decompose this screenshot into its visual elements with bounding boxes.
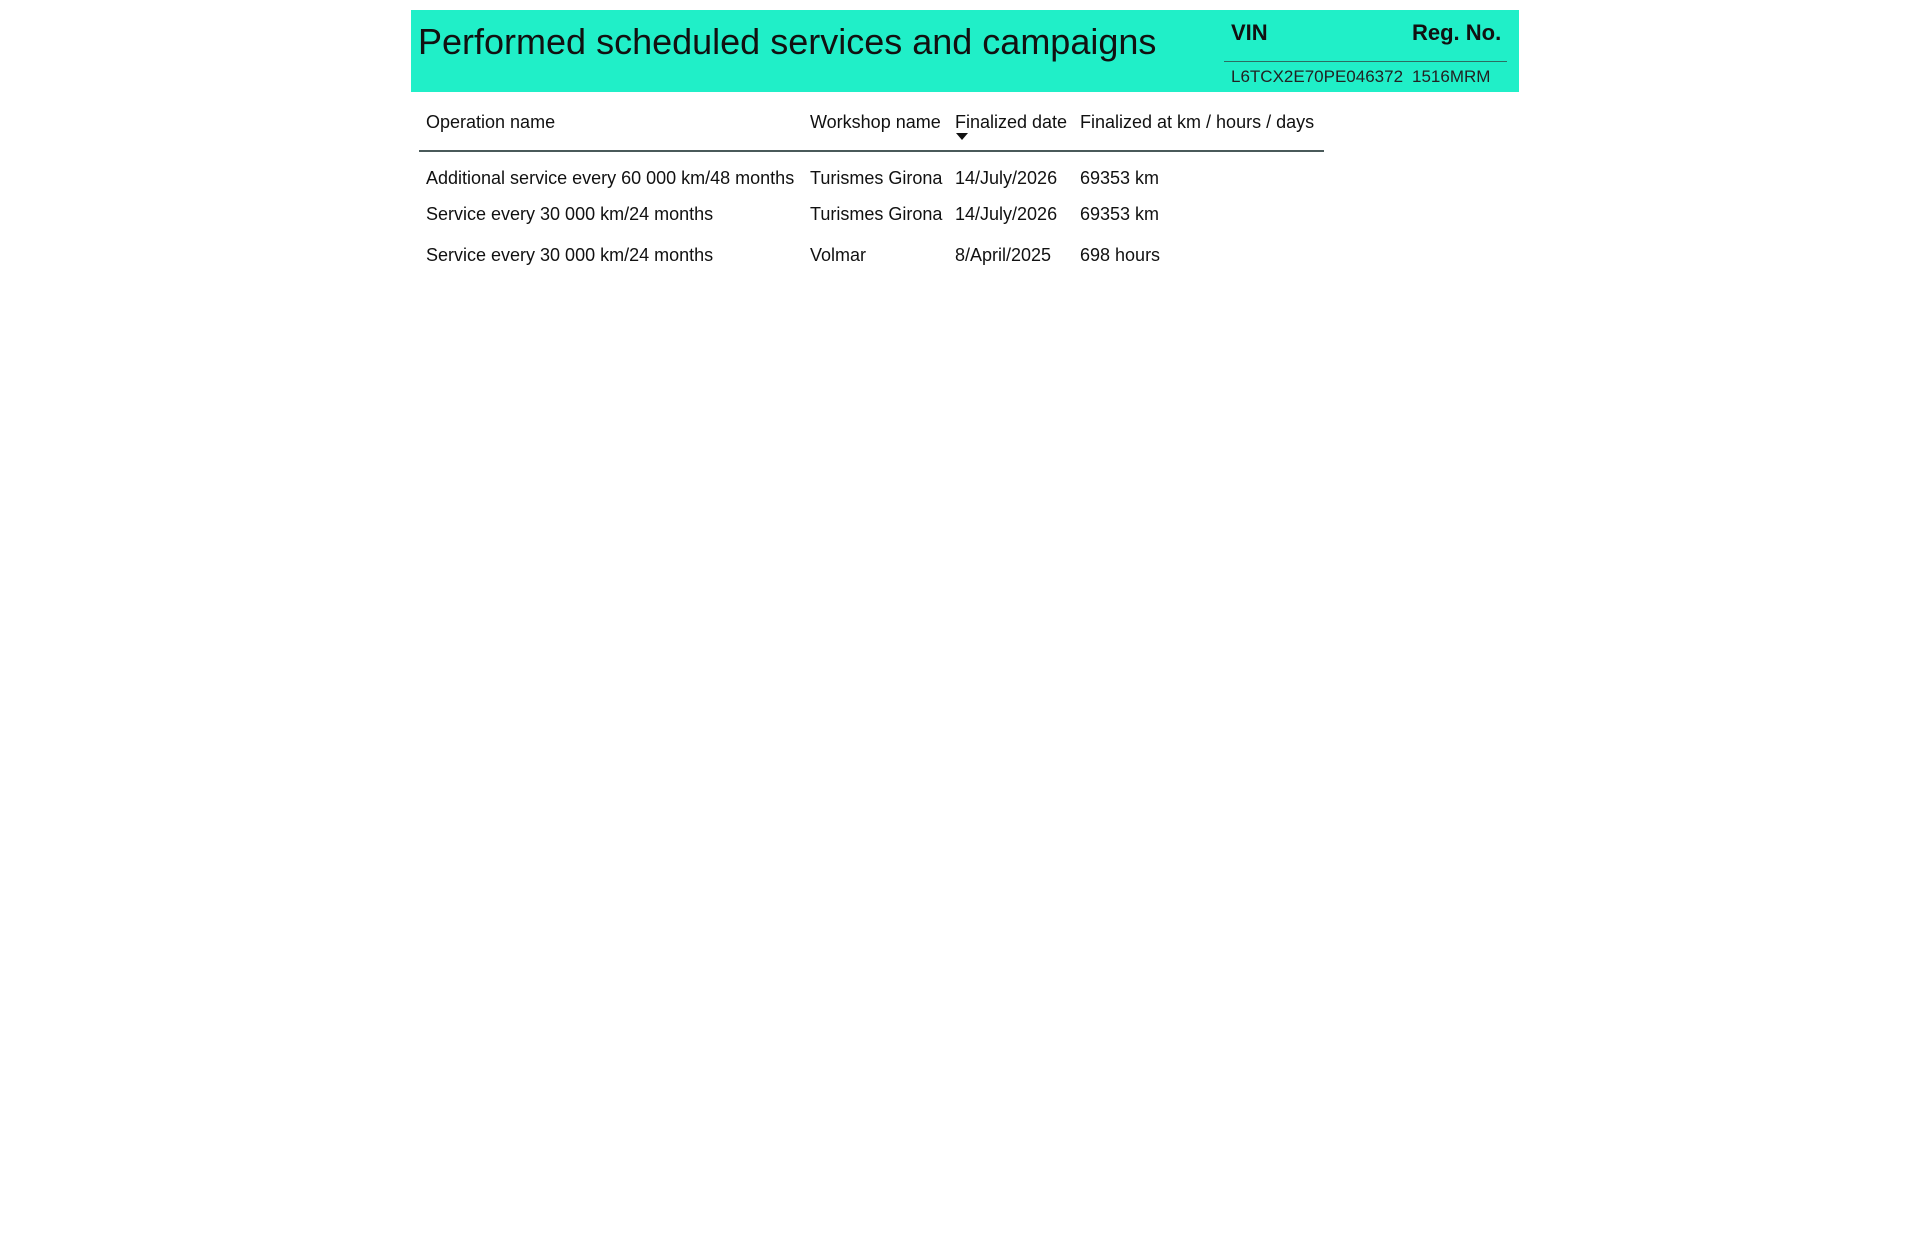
sort-descending-icon[interactable] [956, 133, 968, 140]
reg-no-value: 1516MRM [1412, 67, 1491, 86]
services-table [419, 102, 1324, 275]
column-header-finalized-at[interactable] [1073, 102, 1324, 151]
column-header-finalized-date[interactable] [948, 102, 1073, 151]
cell-operation-name: Service every 30 000 km/24 months [426, 244, 714, 265]
cell-finalized-date: 14/July/2026 [955, 203, 1058, 224]
cell-finalized-at: 69353 km [1080, 167, 1160, 188]
vin-label: VIN [1231, 20, 1268, 45]
cell-operation-name: Service every 30 000 km/24 months [426, 203, 714, 224]
column-header-label: Finalized at km / hours / days [1080, 112, 1315, 132]
column-header-operation-name[interactable] [419, 102, 803, 151]
cell-operation-name: Additional service every 60 000 km/48 months [426, 167, 795, 188]
vin-value: L6TCX2E70PE046372 [1231, 67, 1404, 86]
column-header-workshop-name[interactable] [803, 102, 948, 151]
table-header-row [419, 102, 1324, 151]
vehicle-info [1224, 10, 1507, 92]
page-title: Performed scheduled services and campaigns [418, 21, 1157, 62]
cell-finalized-at: 69353 km [1080, 203, 1160, 224]
cell-workshop-name: Turismes Girona [810, 203, 943, 224]
cell-workshop-name: Turismes Girona [810, 167, 943, 188]
table-row [419, 234, 1324, 275]
table-row [419, 151, 1324, 193]
vehicle-divider [1224, 61, 1507, 62]
title-banner [411, 10, 1519, 92]
column-header-label: Workshop name [810, 112, 941, 132]
cell-finalized-at: 698 hours [1080, 244, 1161, 265]
column-header-label: Operation name [426, 112, 556, 132]
cell-finalized-date: 8/April/2025 [955, 244, 1052, 265]
services-table-container [419, 102, 1324, 275]
table-row [419, 193, 1324, 234]
services-page [411, 10, 1519, 265]
reg-no-label: Reg. No. [1412, 20, 1502, 45]
cell-workshop-name: Volmar [810, 244, 867, 265]
cell-finalized-date: 14/July/2026 [955, 167, 1058, 188]
column-header-label: Finalized date [955, 112, 1068, 132]
